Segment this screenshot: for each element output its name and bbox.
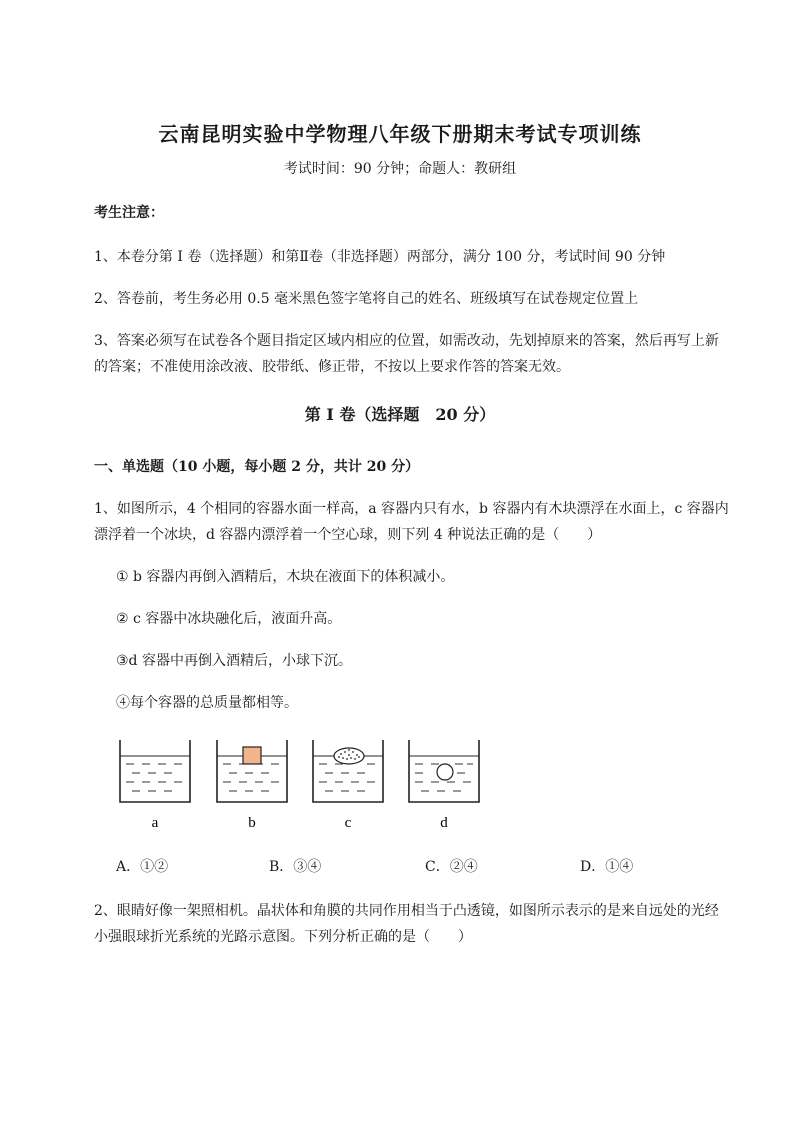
container-d [409,740,479,831]
containers-figure [108,736,508,836]
section-title: 第 I 卷（选择题 20 分） [304,405,496,424]
question-1-line-1: 1、如图所示，4 个相同的容器水面一样高，a 容器内只有水，b 容器内有木块漂浮在水面上，c 容器内 [94,501,729,517]
wood-block [243,747,261,764]
option-d[interactable]: D．①④ [580,859,634,875]
notice-item-3-line-2: 的答案；不准使用涂改液、胶带纸、修正带，不按以上要求作答的答案无效。 [94,359,570,375]
page-title: 云南昆明实验中学物理八年级下册期末考试专项训练 [158,122,642,146]
label-d: d [440,815,448,831]
statement-4: ④每个容器的总质量都相等。 [116,695,298,711]
hollow-ball [437,764,453,780]
statement-2: ② c 容器中冰块融化后，液面升高。 [116,611,342,627]
option-c[interactable]: C．②④ [425,859,478,875]
section-heading: 一、单选题（10 小题，每小题 2 分，共计 20 分） [94,459,420,475]
notice-heading: 考生注意： [94,205,164,221]
option-b[interactable]: B．③④ [269,859,322,875]
question-2-line-2: 小强眼球折光系统的光路示意图。下列分析正确的是（ ） [94,929,472,945]
ice-block [334,748,364,764]
option-a[interactable]: A．①② [116,859,169,875]
label-c: c [344,815,352,831]
container-c [313,740,383,831]
statement-1: ① b 容器内再倒入酒精后，木块在液面下的体积减小。 [116,569,455,585]
label-a: a [151,815,159,831]
container-a [120,740,190,831]
label-b: b [248,815,256,831]
question-1-line-2: 漂浮着一个冰块，d 容器内漂浮着一个空心球，则下列 4 种说法正确的是（ ） [94,527,602,543]
notice-item-1: 1、本卷分第 I 卷（选择题）和第Ⅱ卷（非选择题）两部分，满分 100 分，考试时间 90 分钟 [94,249,666,265]
exam-info: 考试时间：90 分钟；命题人：教研组 [283,161,517,177]
statement-3: ③d 容器中再倒入酒精后，小球下沉。 [116,653,352,669]
question-2-line-1: 2、眼睛好像一架照相机。晶状体和角膜的共同作用相当于凸透镜，如图所示表示的是来自远处的光经 [94,903,719,919]
notice-item-3-line-1: 3、答案必须写在试卷各个题目指定区域内相应的位置，如需改动，先划掉原来的答案，然后再写上新 [94,333,719,349]
container-b [217,740,287,831]
notice-item-2: 2、答卷前，考生务必用 0.5 毫米黑色签字笔将自己的姓名、班级填写在试卷规定位置上 [94,291,639,307]
